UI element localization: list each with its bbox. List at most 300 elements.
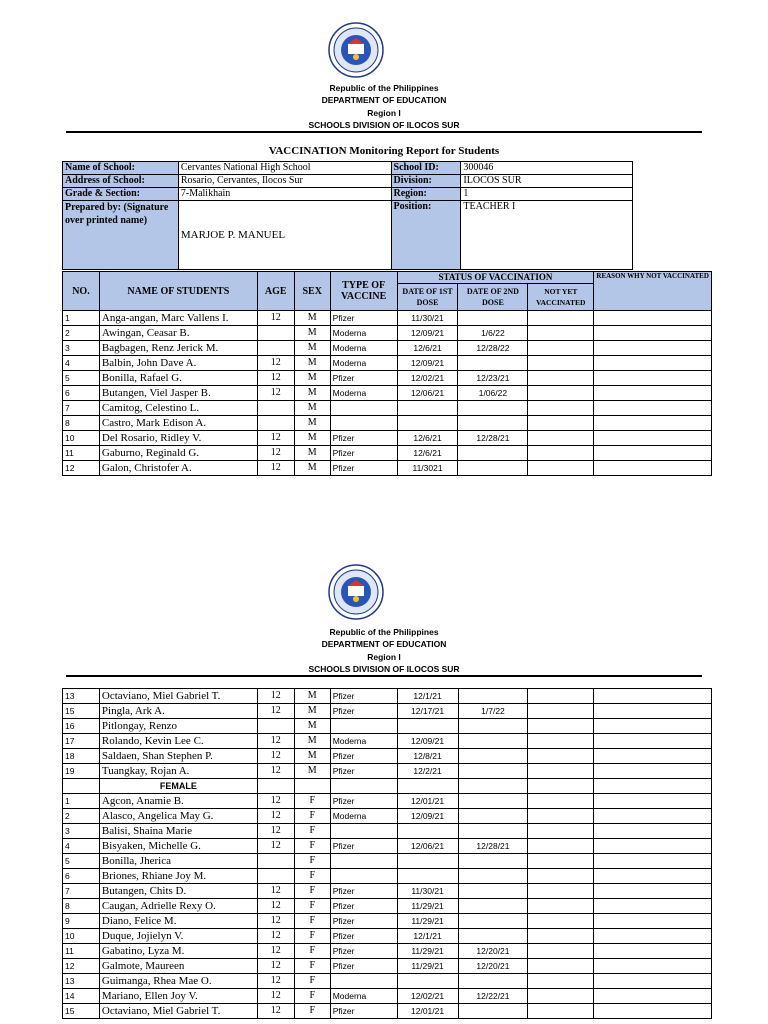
row-reason <box>594 371 712 386</box>
row-reason <box>594 944 712 959</box>
row-reason <box>594 326 712 341</box>
prepared-by-label: Prepared by: (Signature over printed name) <box>63 201 179 270</box>
row-sex: M <box>294 734 330 749</box>
table-row <box>63 371 712 386</box>
row-dose1: 11/29/21 <box>397 899 458 914</box>
table-row <box>63 839 712 854</box>
row-dose1: 12/02/21 <box>397 989 458 1004</box>
header-republic-p2: Republic of the Philippines <box>329 627 439 637</box>
row-dose2 <box>458 719 528 734</box>
row-sex: F <box>294 989 330 1004</box>
row-sex: F <box>294 929 330 944</box>
row-vaccine: Pfizer <box>330 884 397 899</box>
row-reason <box>594 929 712 944</box>
table-row <box>63 764 712 779</box>
row-not-yet <box>528 959 594 974</box>
report-title: VACCINATION Monitoring Report for Students <box>268 145 500 157</box>
table-row <box>63 899 712 914</box>
row-name: Guimanga, Rhea Mae O. <box>99 974 257 989</box>
row-dose1: 11/29/21 <box>397 944 458 959</box>
row-age: 12 <box>257 794 294 809</box>
row-age: 12 <box>257 929 294 944</box>
row-dose2 <box>458 461 528 476</box>
row-no: 5 <box>63 854 100 869</box>
row-vaccine <box>330 854 397 869</box>
row-name: Bisyaken, Michelle G. <box>99 839 257 854</box>
row-reason <box>594 989 712 1004</box>
col-no: NO. <box>63 272 100 311</box>
row-reason <box>594 749 712 764</box>
table-row <box>63 959 712 974</box>
address-value: Rosario, Cervantes, Ilocos Sur <box>178 175 391 188</box>
row-not-yet <box>528 461 594 476</box>
row-reason <box>594 914 712 929</box>
female-separator-row <box>63 779 712 794</box>
row-not-yet <box>528 929 594 944</box>
table-row <box>63 974 712 989</box>
col-dose1: DATE OF 1ST DOSE <box>397 284 458 311</box>
grade-section-value: 7-Malikhain <box>178 188 391 201</box>
row-no: 11 <box>63 944 100 959</box>
row-reason <box>594 401 712 416</box>
row-not-yet <box>528 944 594 959</box>
row-dose1: 12/09/21 <box>397 734 458 749</box>
position-value: TEACHER I <box>461 201 633 270</box>
row-dose2 <box>458 869 528 884</box>
female-label: FEMALE <box>99 779 257 794</box>
header-division-p2: SCHOOLS DIVISION OF ILOCOS SUR <box>308 664 460 674</box>
header-department-p2: DEPARTMENT OF EDUCATION <box>321 639 447 649</box>
col-sex: SEX <box>294 272 330 311</box>
row-no: 5 <box>63 371 100 386</box>
row-reason <box>594 809 712 824</box>
grade-section-label: Grade & Section: <box>63 188 179 201</box>
row-vaccine: Pfizer <box>330 704 397 719</box>
school-name-label: Name of School: <box>63 162 179 175</box>
row-vaccine: Pfizer <box>330 689 397 704</box>
row-dose1 <box>397 416 458 431</box>
row-not-yet <box>528 854 594 869</box>
table-row <box>63 989 712 1004</box>
row-not-yet <box>528 764 594 779</box>
row-age: 12 <box>257 446 294 461</box>
row-no: 4 <box>63 839 100 854</box>
row-no: 9 <box>63 914 100 929</box>
row-age: 12 <box>257 884 294 899</box>
row-dose2 <box>458 914 528 929</box>
row-age: 12 <box>257 734 294 749</box>
row-age: 12 <box>257 899 294 914</box>
row-dose2: 12/22/21 <box>458 989 528 1004</box>
row-not-yet <box>528 719 594 734</box>
address-label: Address of School: <box>63 175 179 188</box>
row-age <box>257 869 294 884</box>
empty-cell <box>528 779 594 794</box>
table-row <box>63 749 712 764</box>
row-dose1: 11/29/21 <box>397 959 458 974</box>
row-dose2 <box>458 1004 528 1019</box>
row-dose1: 12/17/21 <box>397 704 458 719</box>
row-name: Gabatino, Lyza M. <box>99 944 257 959</box>
table-row <box>63 689 712 704</box>
row-dose2: 1/06/22 <box>458 386 528 401</box>
row-dose2 <box>458 809 528 824</box>
row-sex: F <box>294 809 330 824</box>
header-region: Region I <box>367 108 401 118</box>
table-row <box>63 914 712 929</box>
row-no: 6 <box>63 869 100 884</box>
row-dose2 <box>458 974 528 989</box>
row-reason <box>594 974 712 989</box>
row-not-yet <box>528 704 594 719</box>
row-reason <box>594 311 712 326</box>
school-id-value: 300046 <box>461 162 633 175</box>
row-vaccine: Pfizer <box>330 839 397 854</box>
row-age: 12 <box>257 311 294 326</box>
row-sex: F <box>294 1004 330 1019</box>
row-no: 15 <box>63 1004 100 1019</box>
row-age: 12 <box>257 461 294 476</box>
header-region-p2: Region I <box>367 652 401 662</box>
row-dose1: 11/30/21 <box>397 311 458 326</box>
row-age <box>257 719 294 734</box>
row-no: 8 <box>63 899 100 914</box>
row-reason <box>594 461 712 476</box>
row-name: Duque, Jojielyn V. <box>99 929 257 944</box>
row-dose1: 11/29/21 <box>397 914 458 929</box>
row-dose2 <box>458 749 528 764</box>
row-age: 12 <box>257 824 294 839</box>
row-reason <box>594 764 712 779</box>
table-row <box>63 929 712 944</box>
row-no: 1 <box>63 311 100 326</box>
table-row <box>63 326 712 341</box>
row-dose2: 12/23/21 <box>458 371 528 386</box>
row-dose1: 12/6/21 <box>397 446 458 461</box>
row-name: Bagbagen, Renz Jerick M. <box>99 341 257 356</box>
row-no: 15 <box>63 704 100 719</box>
row-sex: M <box>294 371 330 386</box>
deped-seal-icon <box>328 22 384 78</box>
row-reason <box>594 446 712 461</box>
row-sex: F <box>294 839 330 854</box>
row-age: 12 <box>257 689 294 704</box>
row-not-yet <box>528 869 594 884</box>
row-dose2 <box>458 689 528 704</box>
row-no: 7 <box>63 884 100 899</box>
row-dose1: 12/06/21 <box>397 839 458 854</box>
row-reason <box>594 824 712 839</box>
table-row <box>63 386 712 401</box>
region-value: 1 <box>461 188 633 201</box>
row-sex: F <box>294 914 330 929</box>
table-row <box>63 461 712 476</box>
header-divider <box>66 131 702 133</box>
table-row <box>63 431 712 446</box>
row-name: Agcon, Anamie B. <box>99 794 257 809</box>
header-republic: Republic of the Philippines <box>329 83 439 93</box>
row-sex: M <box>294 416 330 431</box>
row-sex: F <box>294 974 330 989</box>
row-name: Butangen, Viel Jasper B. <box>99 386 257 401</box>
row-sex: F <box>294 959 330 974</box>
row-reason <box>594 689 712 704</box>
row-dose2 <box>458 311 528 326</box>
row-dose1: 11/3021 <box>397 461 458 476</box>
row-age: 12 <box>257 914 294 929</box>
row-dose1: 11/30/21 <box>397 884 458 899</box>
row-reason <box>594 839 712 854</box>
row-sex: M <box>294 446 330 461</box>
row-sex: M <box>294 386 330 401</box>
row-reason <box>594 869 712 884</box>
row-dose2 <box>458 356 528 371</box>
row-not-yet <box>528 416 594 431</box>
row-dose1: 12/09/21 <box>397 809 458 824</box>
row-name: Mariano, Ellen Joy V. <box>99 989 257 1004</box>
row-vaccine: Pfizer <box>330 311 397 326</box>
row-dose1 <box>397 869 458 884</box>
row-vaccine: Pfizer <box>330 461 397 476</box>
row-no: 3 <box>63 341 100 356</box>
table-row <box>63 719 712 734</box>
row-dose1: 12/6/21 <box>397 431 458 446</box>
row-dose2 <box>458 734 528 749</box>
row-vaccine: Moderna <box>330 326 397 341</box>
row-not-yet <box>528 839 594 854</box>
row-not-yet <box>528 974 594 989</box>
row-dose2 <box>458 794 528 809</box>
row-not-yet <box>528 446 594 461</box>
row-name: Pitlongay, Renzo <box>99 719 257 734</box>
row-no: 10 <box>63 929 100 944</box>
row-name: Balisi, Shaina Marie <box>99 824 257 839</box>
row-not-yet <box>528 311 594 326</box>
region-label: Region: <box>391 188 461 201</box>
row-dose1: 12/01/21 <box>397 794 458 809</box>
table-row <box>63 809 712 824</box>
row-name: Tuangkay, Rojan A. <box>99 764 257 779</box>
row-no: 19 <box>63 764 100 779</box>
row-not-yet <box>528 794 594 809</box>
row-sex: M <box>294 704 330 719</box>
row-sex: M <box>294 764 330 779</box>
row-dose1: 12/02/21 <box>397 371 458 386</box>
row-name: Del Rosario, Ridley V. <box>99 431 257 446</box>
row-dose2: 12/28/21 <box>458 839 528 854</box>
row-name: Bonilla, Jherica <box>99 854 257 869</box>
row-reason <box>594 386 712 401</box>
row-dose2 <box>458 401 528 416</box>
row-dose2 <box>458 446 528 461</box>
table-row <box>63 416 712 431</box>
vaccination-table-page2 <box>62 688 712 1019</box>
row-reason <box>594 719 712 734</box>
row-reason <box>594 1004 712 1019</box>
row-dose1: 12/6/21 <box>397 341 458 356</box>
table-row <box>63 884 712 899</box>
row-no: 1 <box>63 794 100 809</box>
row-vaccine: Pfizer <box>330 1004 397 1019</box>
row-age: 12 <box>257 839 294 854</box>
row-age <box>257 416 294 431</box>
row-dose2 <box>458 764 528 779</box>
table-row <box>63 869 712 884</box>
row-vaccine <box>330 401 397 416</box>
row-sex: F <box>294 944 330 959</box>
row-not-yet <box>528 914 594 929</box>
row-dose2 <box>458 884 528 899</box>
row-dose2 <box>458 899 528 914</box>
row-dose1 <box>397 854 458 869</box>
row-no: 13 <box>63 689 100 704</box>
row-age: 12 <box>257 809 294 824</box>
row-not-yet <box>528 689 594 704</box>
row-name: Bonilla, Rafael G. <box>99 371 257 386</box>
row-no: 12 <box>63 461 100 476</box>
row-sex: M <box>294 356 330 371</box>
row-age: 12 <box>257 764 294 779</box>
empty-cell <box>257 779 294 794</box>
row-age <box>257 341 294 356</box>
row-dose2 <box>458 929 528 944</box>
row-dose1 <box>397 401 458 416</box>
row-dose2: 12/28/21 <box>458 431 528 446</box>
row-sex: M <box>294 461 330 476</box>
row-name: Castro, Mark Edison A. <box>99 416 257 431</box>
table-row <box>63 401 712 416</box>
row-not-yet <box>528 431 594 446</box>
row-no: 2 <box>63 809 100 824</box>
row-reason <box>594 356 712 371</box>
row-reason <box>594 704 712 719</box>
row-name: Briones, Rhiane Joy M. <box>99 869 257 884</box>
row-not-yet <box>528 809 594 824</box>
row-name: Balbin, John Dave A. <box>99 356 257 371</box>
row-reason <box>594 884 712 899</box>
row-dose2: 12/20/21 <box>458 959 528 974</box>
row-no: 14 <box>63 989 100 1004</box>
row-no: 17 <box>63 734 100 749</box>
row-not-yet <box>528 341 594 356</box>
row-not-yet <box>528 734 594 749</box>
table-row <box>63 794 712 809</box>
row-dose1 <box>397 719 458 734</box>
division-value: ILOCOS SUR <box>461 175 633 188</box>
school-info-table <box>62 161 633 270</box>
row-age: 12 <box>257 749 294 764</box>
row-no: 13 <box>63 974 100 989</box>
row-reason <box>594 854 712 869</box>
col-reason: REASON WHY NOT VACCINATED <box>594 272 712 311</box>
row-dose2 <box>458 416 528 431</box>
row-dose1: 12/06/21 <box>397 386 458 401</box>
row-not-yet <box>528 989 594 1004</box>
table-row <box>63 734 712 749</box>
header-division: SCHOOLS DIVISION OF ILOCOS SUR <box>308 120 460 130</box>
row-not-yet <box>528 401 594 416</box>
row-name: Diano, Felice M. <box>99 914 257 929</box>
col-dose2: DATE OF 2ND DOSE <box>458 284 528 311</box>
position-label: Position: <box>391 201 461 270</box>
row-name: Rolando, Kevin Lee C. <box>99 734 257 749</box>
division-label: Division: <box>391 175 461 188</box>
row-vaccine: Moderna <box>330 386 397 401</box>
row-name: Caugan, Adrielle Rexy O. <box>99 899 257 914</box>
empty-cell <box>330 779 397 794</box>
row-sex: M <box>294 341 330 356</box>
row-name: Gaburno, Reginald G. <box>99 446 257 461</box>
row-no: 10 <box>63 431 100 446</box>
row-no: 2 <box>63 326 100 341</box>
header-divider-p2 <box>66 675 702 677</box>
row-dose1 <box>397 974 458 989</box>
row-not-yet <box>528 371 594 386</box>
row-sex: M <box>294 689 330 704</box>
row-no: 12 <box>63 959 100 974</box>
row-dose1: 12/1/21 <box>397 689 458 704</box>
col-age: AGE <box>257 272 294 311</box>
empty-cell <box>458 779 528 794</box>
row-not-yet <box>528 824 594 839</box>
row-reason <box>594 899 712 914</box>
table-row <box>63 1004 712 1019</box>
col-name: NAME OF STUDENTS <box>99 272 257 311</box>
row-vaccine <box>330 824 397 839</box>
row-name: Galmote, Maureen <box>99 959 257 974</box>
row-name: Octaviano, Miel Gabriel T. <box>99 1004 257 1019</box>
row-age: 12 <box>257 371 294 386</box>
row-vaccine: Pfizer <box>330 431 397 446</box>
table-row <box>63 356 712 371</box>
row-vaccine: Pfizer <box>330 899 397 914</box>
row-name: Camitog, Celestino L. <box>99 401 257 416</box>
row-dose2 <box>458 854 528 869</box>
empty-cell <box>294 779 330 794</box>
row-vaccine: Pfizer <box>330 929 397 944</box>
row-not-yet <box>528 1004 594 1019</box>
row-no: 6 <box>63 386 100 401</box>
empty-cell <box>594 779 712 794</box>
col-type: TYPE OF VACCINE <box>330 272 397 311</box>
row-age <box>257 854 294 869</box>
col-not-yet: NOT YET VACCINATED <box>528 284 594 311</box>
row-vaccine: Pfizer <box>330 749 397 764</box>
table-row <box>63 704 712 719</box>
row-dose2: 12/20/21 <box>458 944 528 959</box>
row-name: Awingan, Ceasar B. <box>99 326 257 341</box>
row-reason <box>594 734 712 749</box>
row-name: Galon, Christofer A. <box>99 461 257 476</box>
row-vaccine: Pfizer <box>330 944 397 959</box>
row-sex: M <box>294 311 330 326</box>
row-dose1: 12/1/21 <box>397 929 458 944</box>
row-age: 12 <box>257 959 294 974</box>
row-no: 11 <box>63 446 100 461</box>
row-sex: M <box>294 431 330 446</box>
row-vaccine: Pfizer <box>330 794 397 809</box>
row-age: 12 <box>257 386 294 401</box>
row-not-yet <box>528 884 594 899</box>
empty-cell <box>63 779 100 794</box>
row-no: 4 <box>63 356 100 371</box>
col-status: STATUS OF VACCINATION <box>397 272 594 284</box>
row-dose1: 12/09/21 <box>397 326 458 341</box>
row-sex: M <box>294 326 330 341</box>
row-vaccine: Moderna <box>330 356 397 371</box>
prepared-by-value: MARJOE P. MANUEL <box>178 201 391 270</box>
row-no: 18 <box>63 749 100 764</box>
